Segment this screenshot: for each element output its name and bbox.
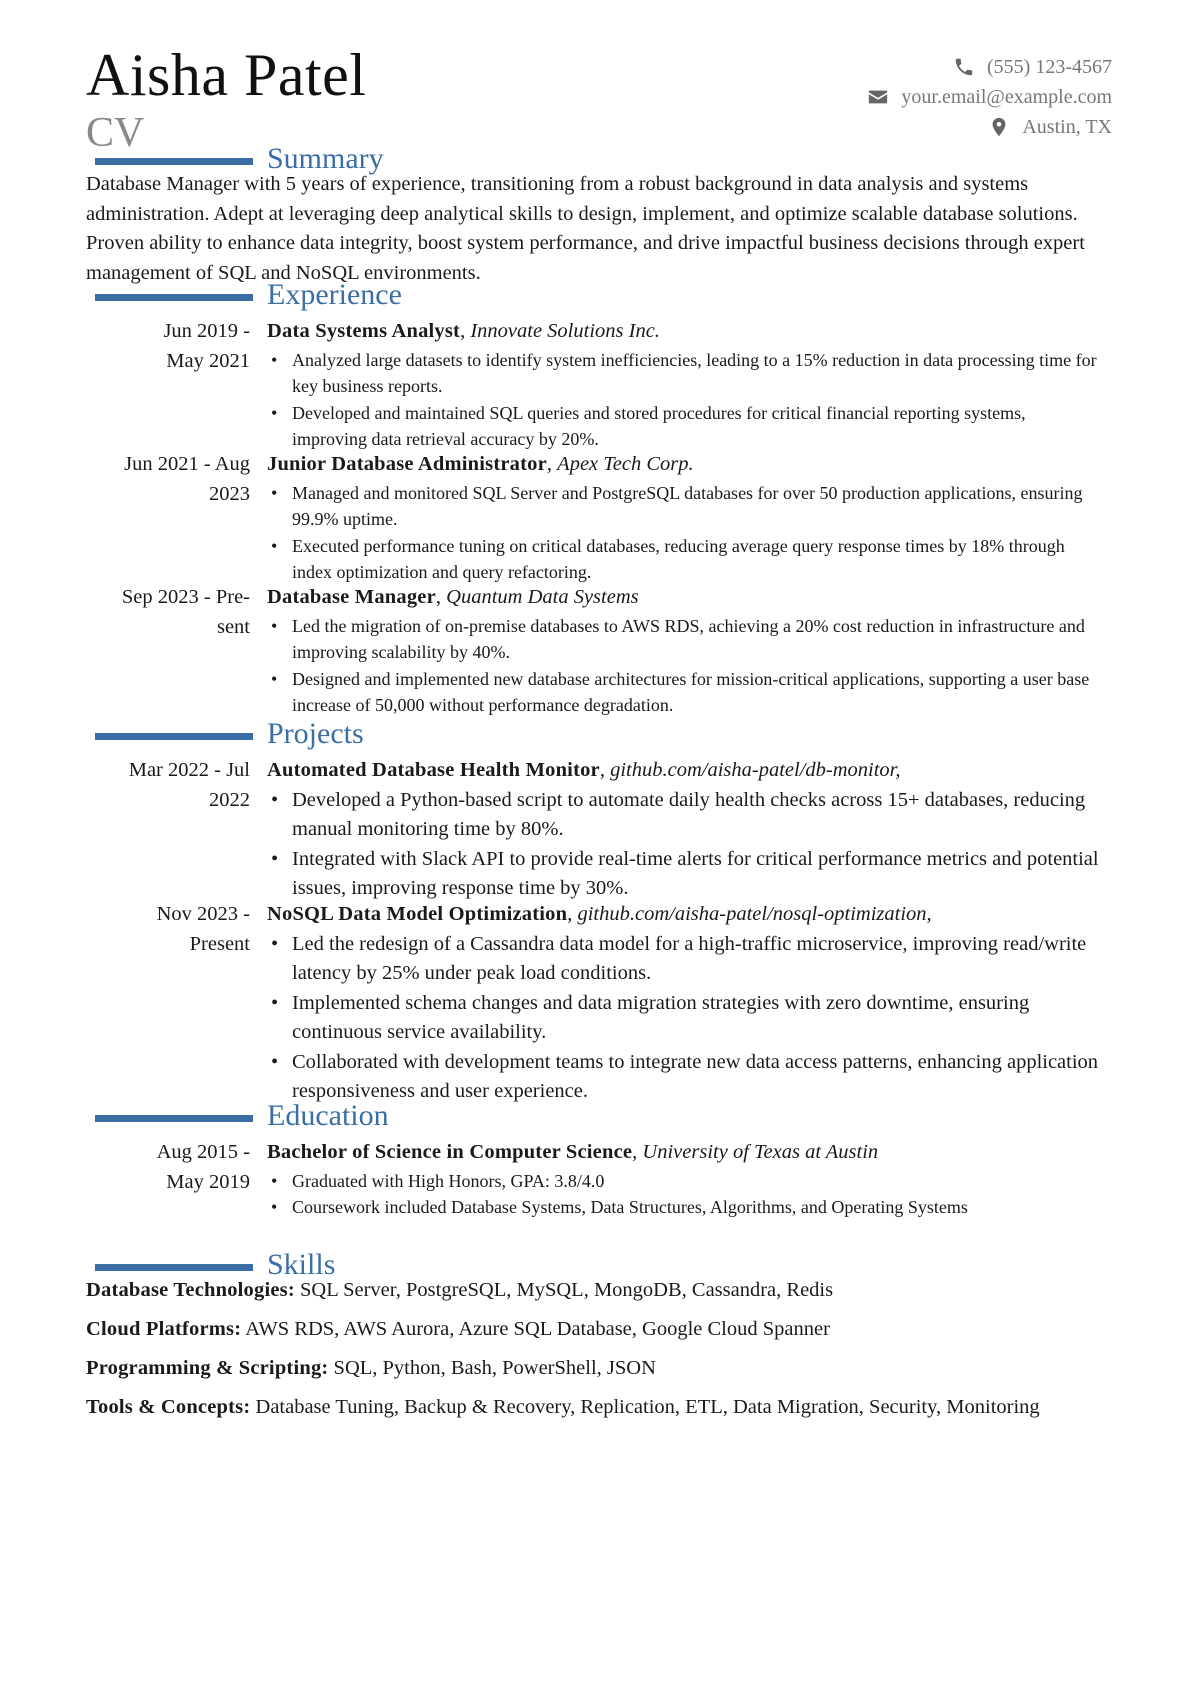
skill-row	[86, 1276, 1116, 1306]
phone-icon	[953, 56, 975, 78]
section-accent-bar	[95, 158, 253, 165]
school-name: University of Texas at Austin	[642, 1141, 879, 1163]
section-header	[0, 280, 1190, 314]
date-line: Jun 2021 - Aug	[124, 453, 250, 475]
bullet-item: • Managed and monitored SQL Server and PostgreSQL databases for over 50 production applications, ensuring 99.9% uptime.	[267, 480, 1103, 533]
map-pin-icon	[988, 116, 1010, 138]
job-organization: Quantum Data Systems	[446, 586, 639, 608]
bullet-item: • Executed performance tuning on critical databases, reducing average query response times by 18% through index optimization and query refactoring.	[267, 533, 1103, 586]
entry-body	[267, 450, 1103, 586]
contact-phone	[867, 52, 1112, 82]
job-role: Junior Database Administrator	[267, 453, 547, 475]
bullet-item: • Developed and maintained SQL queries and stored procedures for critical financial reporting systems, improving data retrieval accuracy by 20%.	[267, 400, 1103, 453]
skill-row	[86, 1354, 1116, 1384]
skill-label: Cloud Platforms:	[86, 1318, 242, 1340]
skill-label: Tools & Concepts:	[86, 1396, 251, 1418]
bullet-item: • Graduated with High Honors, GPA: 3.8/4.0	[267, 1168, 1103, 1195]
date-line: Aug 2015 -	[156, 1141, 250, 1163]
education-section	[0, 1101, 1190, 1135]
section-title-summary: Summary	[267, 142, 384, 175]
skill-row	[86, 1315, 1116, 1345]
skill-value: SQL Server, PostgreSQL, MySQL, MongoDB, Cassandra, Redis	[299, 1279, 834, 1301]
skill-label: Database Technologies:	[86, 1279, 295, 1301]
bullet-item: • Designed and implemented new database architectures for mission-critical applications, supporting a user base increase of 50,000 without performance degradation.	[267, 666, 1103, 719]
date-line: May 2021	[166, 349, 250, 372]
document-type: CV	[86, 110, 145, 156]
experience-section	[0, 280, 1190, 314]
date-line: Nov 2023 -	[156, 903, 250, 925]
phone-number[interactable]: (555) 123-4567	[987, 56, 1112, 78]
entry-title: Data Systems Analyst, Innovate Solutions Inc.	[267, 320, 660, 342]
project-name: Automated Database Health Monitor	[267, 759, 600, 781]
entry-title: Database Manager, Quantum Data Systems	[267, 586, 639, 608]
date-line: Mar 2022 - Jul	[128, 759, 250, 781]
section-header	[0, 719, 1190, 753]
entry-body	[267, 900, 1103, 1107]
date-line: Jun 2019 -	[163, 320, 250, 342]
bullet-item: • Implemented schema changes and data migration strategies with zero downtime, ensuring continuous service availability.	[267, 989, 1103, 1048]
bullet-list	[267, 1168, 1103, 1221]
skill-value: SQL, Python, Bash, PowerShell, JSON	[333, 1357, 656, 1379]
section-title-experience: Experience	[267, 278, 402, 311]
section-accent-bar	[95, 1115, 253, 1122]
bullet-item: • Coursework included Database Systems, Data Structures, Algorithms, and Operating Systems	[267, 1194, 1103, 1221]
entry-body	[267, 756, 1103, 904]
entry-date	[86, 756, 250, 815]
section-title-skills: Skills	[267, 1248, 336, 1281]
bullet-item: • Led the migration of on-premise databases to AWS RDS, achieving a 20% cost reduction in infrastructure and improving scalability by 40%.	[267, 613, 1103, 666]
entry-date	[86, 317, 250, 376]
bullet-item: • Collaborated with development teams to integrate new data access patterns, enhancing application responsiveness and user experience.	[267, 1048, 1103, 1107]
entry-body	[267, 1138, 1103, 1221]
job-organization: Apex Tech Corp.	[557, 453, 694, 475]
contact-location	[867, 112, 1112, 142]
bullet-list	[267, 930, 1103, 1107]
skill-value: AWS RDS, AWS Aurora, Azure SQL Database, Google Cloud Spanner	[245, 1318, 830, 1340]
bullet-item: • Analyzed large datasets to identify system inefficiencies, leading to a 15% reduction in data processing time for key business reports.	[267, 347, 1103, 400]
job-role: Data Systems Analyst	[267, 320, 461, 342]
summary-text: Database Manager with 5 years of experience, transitioning from a robust background in data analysis and systems administration. Adept at leveraging deep analytical skills to design, implement, and optimize scalable database solutions. Proven ability to enhance data integrity, boost system performance, and drive impactful business decisions through expert management of SQL and NoSQL environments.	[86, 173, 1085, 284]
skill-label: Programming & Scripting:	[86, 1357, 329, 1379]
bullet-list	[267, 347, 1103, 453]
projects-section	[0, 719, 1190, 753]
project-name: NoSQL Data Model Optimization	[267, 903, 568, 925]
location-text: Austin, TX	[1022, 116, 1112, 138]
bullet-item: • Integrated with Slack API to provide real-time alerts for critical performance metrics and potential issues, improving response time by 30%.	[267, 845, 1103, 904]
section-accent-bar	[95, 733, 253, 740]
entry-title: Junior Database Administrator, Apex Tech Corp.	[267, 453, 694, 475]
degree-name: Bachelor of Science in Computer Science	[267, 1141, 633, 1163]
bullet-item: • Led the redesign of a Cassandra data model for a high-traffic microservice, improving read/write latency by 25% under peak load conditions.	[267, 930, 1103, 989]
email-address[interactable]: your.email@example.com	[901, 86, 1112, 108]
section-header	[0, 1101, 1190, 1135]
envelope-icon	[867, 86, 889, 108]
date-line: May 2019	[166, 1170, 250, 1193]
date-line: 2023	[209, 482, 250, 505]
skill-value: Database Tuning, Backup & Recovery, Replication, ETL, Data Migration, Security, Monitoring	[255, 1396, 1040, 1418]
project-link[interactable]: github.com/aisha-patel/db-monitor,	[610, 759, 901, 781]
date-line: Sep 2023 - Pre-	[121, 586, 250, 608]
skill-row	[86, 1393, 1116, 1423]
entry-date	[86, 1138, 250, 1197]
contact-email	[867, 82, 1112, 112]
entry-title: NoSQL Data Model Optimization, github.com/aisha-patel/nosql-optimization,	[267, 903, 932, 925]
bullet-list	[267, 480, 1103, 586]
job-organization: Innovate Solutions Inc.	[470, 320, 660, 342]
entry-title: Bachelor of Science in Computer Science, University of Texas at Austin	[267, 1141, 879, 1163]
section-title-education: Education	[267, 1099, 389, 1132]
entry-date	[86, 900, 250, 959]
section-accent-bar	[95, 1264, 253, 1271]
bullet-item: • Developed a Python-based script to automate daily health checks across 15+ databases, reducing manual monitoring time by 80%.	[267, 786, 1103, 845]
candidate-name: Aisha Patel	[86, 42, 367, 108]
entry-date	[86, 450, 250, 509]
date-line: sent	[216, 615, 250, 638]
section-title-projects: Projects	[267, 717, 364, 750]
section-accent-bar	[95, 294, 253, 301]
date-line: Present	[189, 932, 250, 955]
entry-body	[267, 317, 1103, 453]
bullet-list	[267, 613, 1103, 719]
job-role: Database Manager	[267, 586, 436, 608]
date-line: 2022	[209, 788, 250, 811]
entry-date	[86, 583, 250, 642]
project-link[interactable]: github.com/aisha-patel/nosql-optimization,	[577, 903, 932, 925]
contact-info	[867, 52, 1112, 142]
entry-body	[267, 583, 1103, 719]
bullet-list	[267, 786, 1103, 904]
entry-title: Automated Database Health Monitor, github.com/aisha-patel/db-monitor,	[267, 759, 901, 781]
